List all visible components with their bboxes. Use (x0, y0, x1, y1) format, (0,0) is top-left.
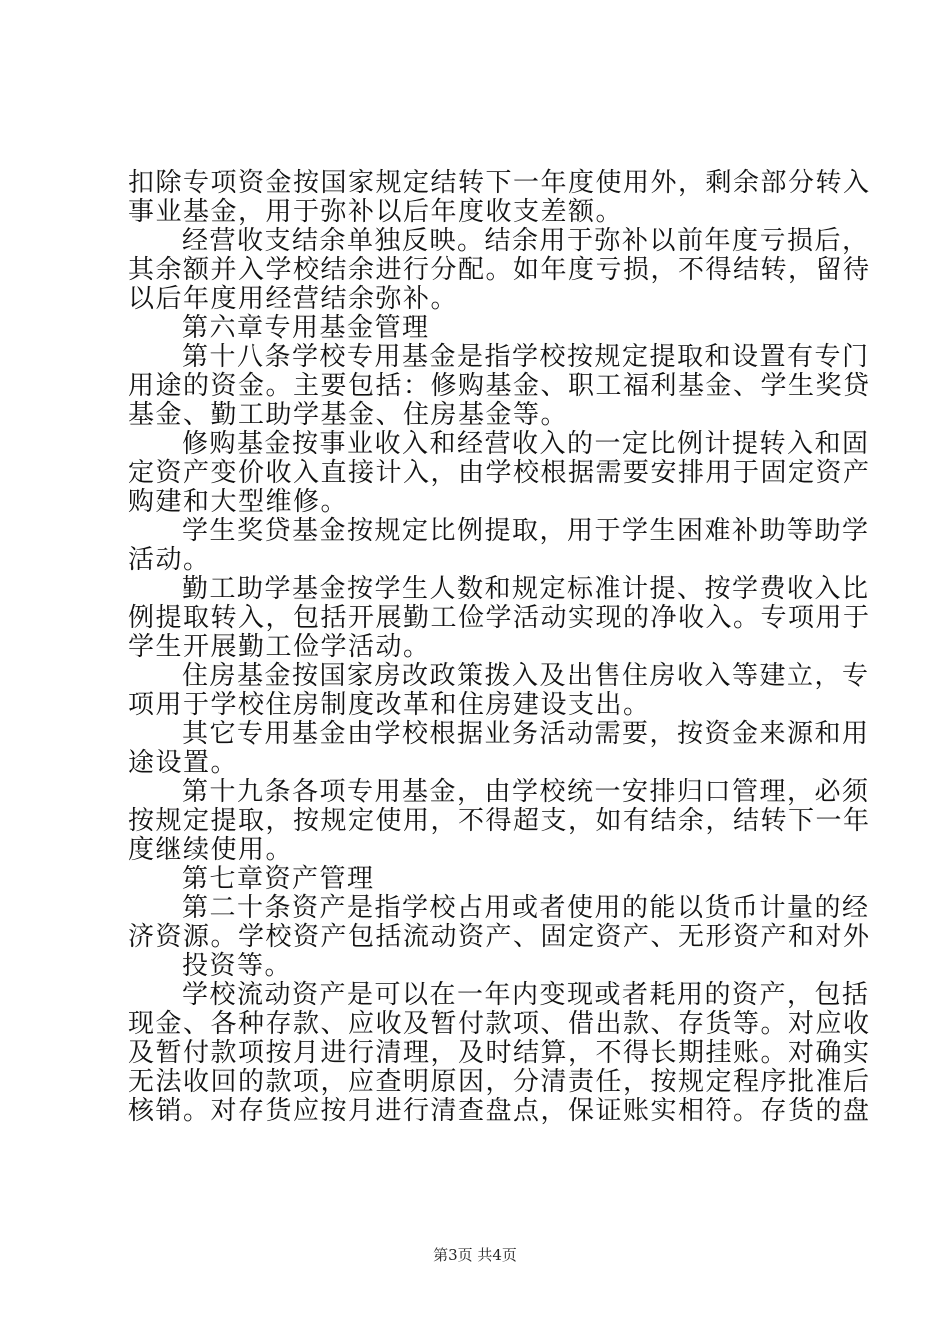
text-line: 用途的资金。主要包括：修购基金、职工福利基金、学生奖贷 (128, 371, 871, 401)
page-number: 第3页 共4页 (433, 1246, 517, 1264)
paragraph-start: 经营收支结余单独反映。结余用于弥补以前年度亏损后， (182, 226, 870, 256)
text-line: 学生开展勤工俭学活动。 (128, 632, 431, 662)
text-line: 购建和大型维修。 (128, 487, 349, 517)
text-line: 扣除专项资金按国家规定结转下一年度使用外，剩余部分转入 (128, 168, 871, 198)
text-line: 基金、勤工助学基金、住房基金等。 (128, 400, 569, 430)
paragraph-start: 第十八条学校专用基金是指学校按规定提取和设置有专门 (182, 342, 870, 372)
paragraph-start: 学生奖贷基金按规定比例提取，用于学生困难补助等助学 (182, 516, 870, 546)
text-line: 度继续使用。 (128, 835, 294, 865)
text-line: 途设置。 (128, 748, 239, 778)
text-line: 活动。 (128, 545, 211, 575)
text-line: 及暂付款项按月进行清理，及时结算，不得长期挂账。对确实 (128, 1038, 871, 1068)
paragraph-start: 其它专用基金由学校根据业务活动需要，按资金来源和用 (182, 719, 870, 749)
text-line: 现金、各种存款、应收及暂付款项、借出款、存货等。对应收 (128, 1009, 871, 1039)
chapter-heading: 第七章资产管理 (182, 864, 375, 894)
text-line: 例提取转入，包括开展勤工俭学活动实现的净收入。专项用于 (128, 603, 871, 633)
text-line: 核销。对存货应按月进行清查盘点，保证账实相符。存货的盘 (128, 1096, 871, 1126)
text-line: 无法收回的款项，应查明原因，分清责任，按规定程序批准后 (128, 1067, 871, 1097)
text-line: 济资源。学校资产包括流动资产、固定资产、无形资产和对外 (128, 922, 871, 952)
text-line: 定资产变价收入直接计入，由学校根据需要安排用于固定资产 (128, 458, 871, 488)
text-line: 以后年度用经营结余弥补。 (128, 284, 459, 314)
chapter-heading: 第六章专用基金管理 (182, 313, 430, 343)
paragraph-start: 第二十条资产是指学校占用或者使用的能以货币计量的经 (182, 893, 870, 923)
text-line: 事业基金，用于弥补以后年度收支差额。 (128, 197, 624, 227)
paragraph-start: 学校流动资产是可以在一年内变现或者耗用的资产，包括 (182, 980, 870, 1010)
text-line: 其余额并入学校结余进行分配。如年度亏损，不得结转，留待 (128, 255, 871, 285)
document-body (128, 168, 871, 1126)
paragraph-start: 住房基金按国家房改政策拨入及出售住房收入等建立，专 (182, 661, 870, 691)
page-footer (0, 1245, 950, 1265)
paragraph-start: 第十九条各项专用基金，由学校统一安排归口管理，必须 (182, 777, 870, 807)
text-line: 按规定提取，按规定使用，不得超支，如有结余，结转下一年 (128, 806, 871, 836)
text-line: 投资等。 (182, 951, 293, 981)
paragraph-start: 修购基金按事业收入和经营收入的一定比例计提转入和固 (182, 429, 870, 459)
paragraph-start: 勤工助学基金按学生人数和规定标准计提、按学费收入比 (182, 574, 870, 604)
text-line: 项用于学校住房制度改革和住房建设支出。 (128, 690, 651, 720)
